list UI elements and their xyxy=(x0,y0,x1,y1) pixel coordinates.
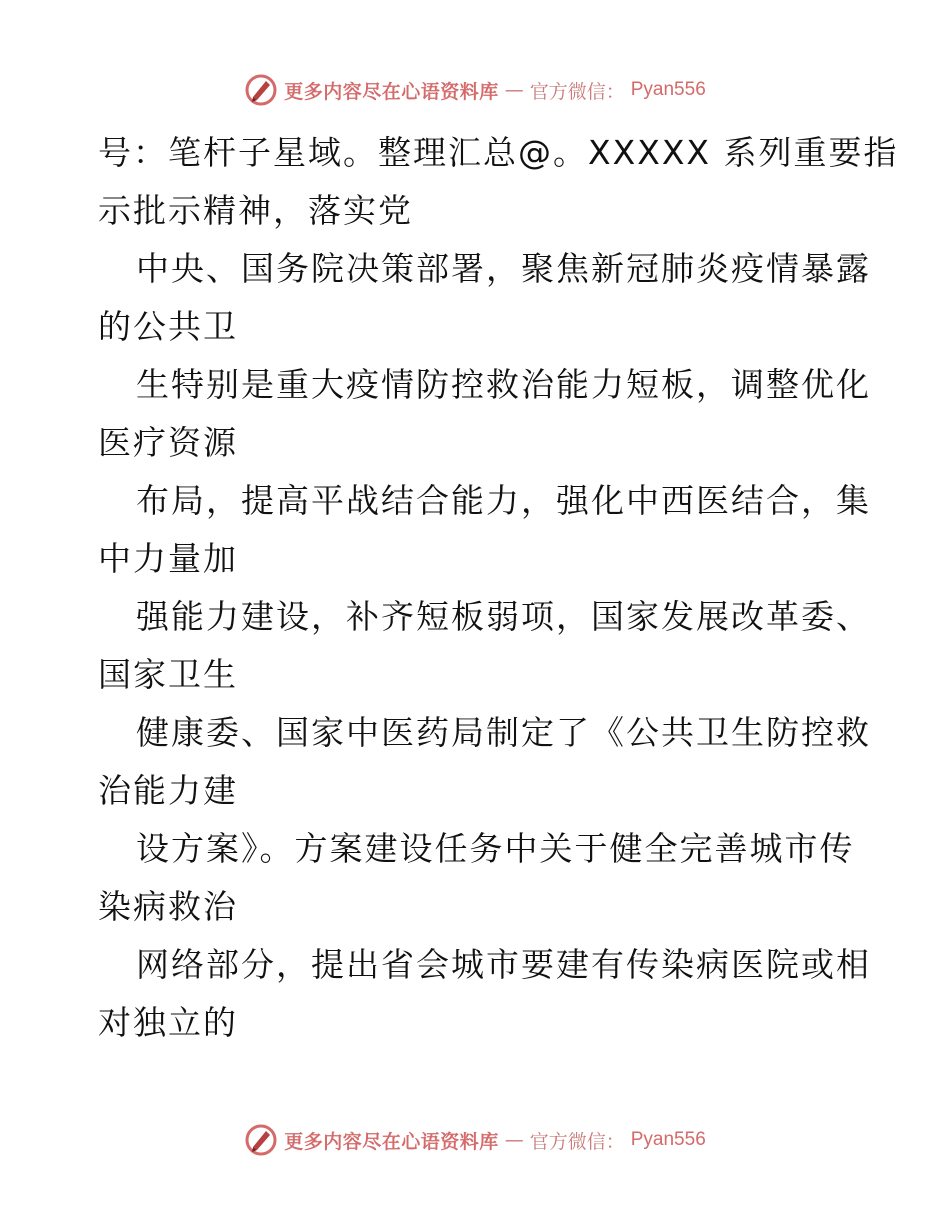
body-line: 强能力建设，补齐短板弱项，国家发展改革委、 xyxy=(136,597,871,636)
body-line: 号：笔杆子星域。整理汇总@。XXXXX 系列重要指 xyxy=(98,133,899,172)
header-banner-wechat-label: 官方微信： xyxy=(529,80,625,103)
header-banner-title: 更多内容尽在心语资料库 xyxy=(284,80,499,103)
body-line: 的公共卫 xyxy=(98,307,238,346)
body-line: 设方案》。方案建设任务中关于健全完善城市传 xyxy=(136,829,855,868)
body-line: 布局，提高平战结合能力，强化中西医结合，集 xyxy=(136,481,871,520)
header-banner-dash: — xyxy=(504,79,524,101)
footer-banner-dash: — xyxy=(504,1129,524,1151)
body-line: 生特别是重大疫情防控救治能力短板，调整优化 xyxy=(136,365,871,404)
footer-banner xyxy=(0,1120,950,1160)
body-line: 治能力建 xyxy=(98,771,238,810)
body-line: 对独立的 xyxy=(98,1003,238,1042)
body-line: 网络部分，提出省会城市要建有传染病医院或相 xyxy=(136,945,871,984)
brand-logo-icon xyxy=(244,73,278,107)
footer-banner-title: 更多内容尽在心语资料库 xyxy=(284,1130,499,1153)
brand-logo-icon xyxy=(244,1123,278,1157)
body-line: 中力量加 xyxy=(98,539,238,578)
body-line: 中央、国务院决策部署，聚焦新冠肺炎疫情暴露 xyxy=(136,249,871,288)
body-line: 国家卫生 xyxy=(98,655,238,694)
body-line: 医疗资源 xyxy=(98,423,238,462)
header-banner-wechat-account: Pyan556 xyxy=(630,79,706,100)
document-body xyxy=(98,124,899,1052)
body-line: 健康委、国家中医药局制定了《公共卫生防控救 xyxy=(136,713,871,752)
footer-banner-wechat-label: 官方微信： xyxy=(529,1130,625,1153)
header-banner xyxy=(0,70,950,110)
body-line: 示批示精神，落实党 xyxy=(98,191,413,230)
body-line: 染病救治 xyxy=(98,887,238,926)
footer-banner-wechat-account: Pyan556 xyxy=(630,1129,706,1150)
